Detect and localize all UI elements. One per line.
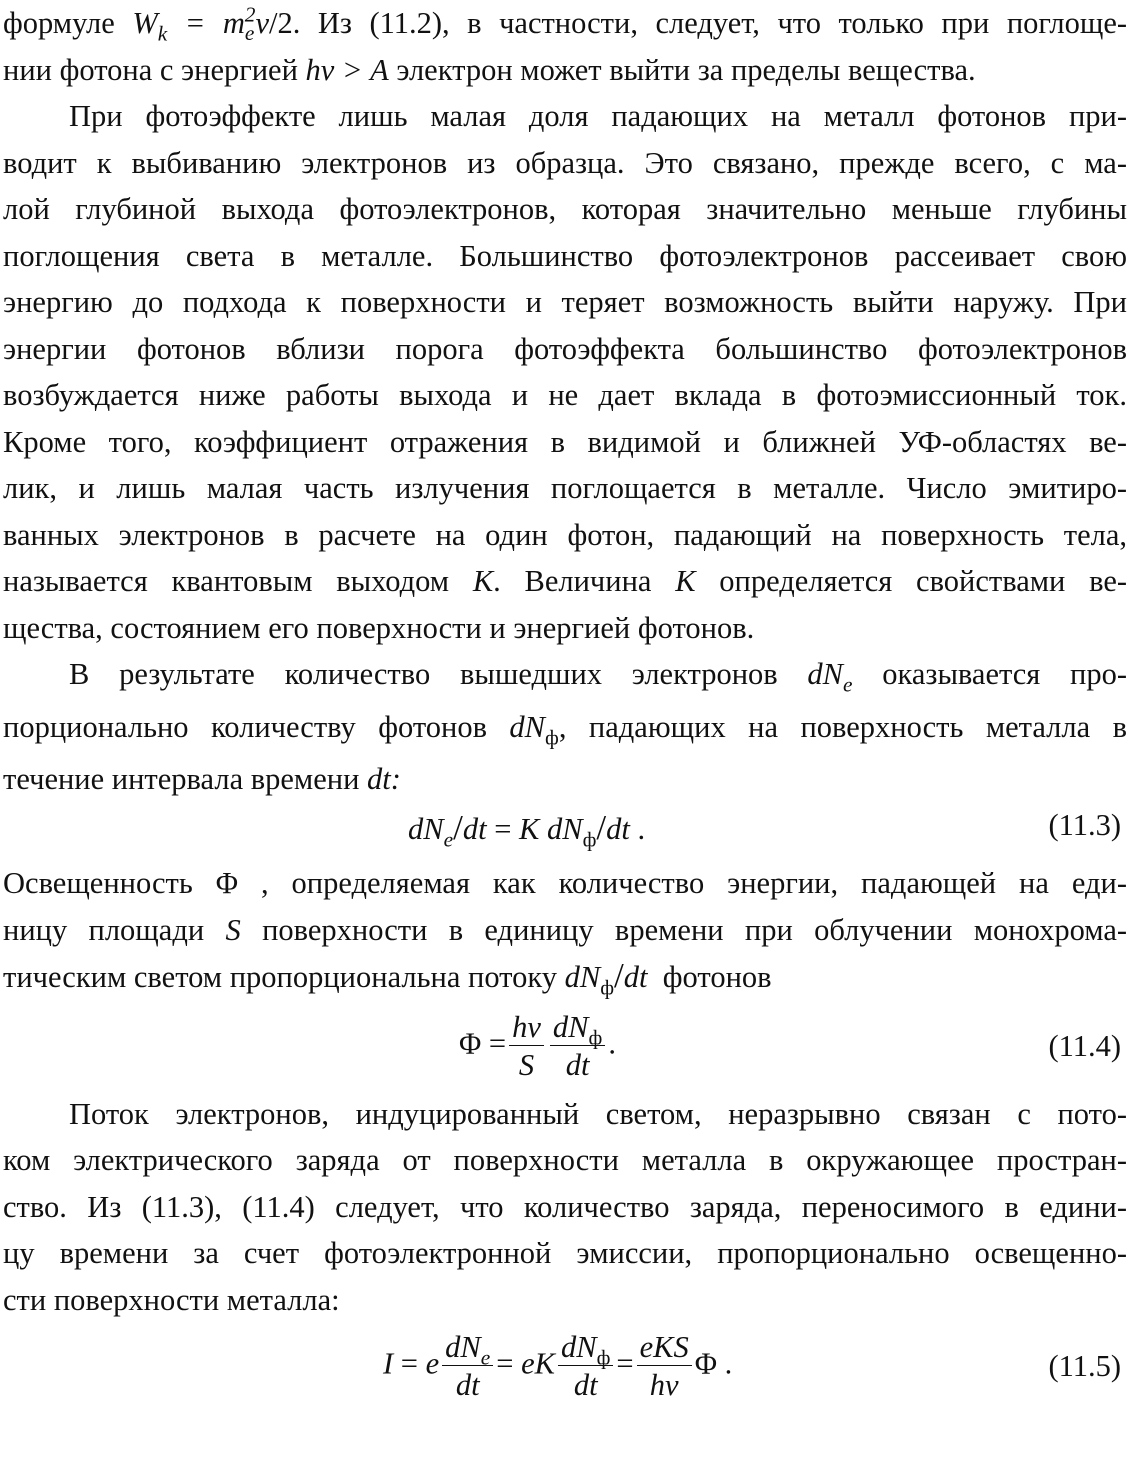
equation-11-3 <box>3 802 1127 860</box>
inline-formula-photon-flux: $dN_ф/dt$ <box>564 956 648 1000</box>
equation-11-4 <box>3 1007 1127 1091</box>
text-run: , падающих на поверхность металла в <box>558 709 1127 744</box>
text-run: течение интервала времени <box>3 761 360 796</box>
text-run: . Из (11.2), в частности, следует, что только при поглоще- <box>292 6 1128 40</box>
text-run: В результате количество вышедших электронов <box>69 657 778 691</box>
text-line <box>3 756 1127 803</box>
text-line: При фотоэффекте лишь малая доля падающих на металл фотонов при- <box>69 99 1127 133</box>
text-line: Освещенность Φ , определяемая как количество энергии, падающей на еди- <box>3 866 1127 900</box>
text-run: определяется свойствами ве- <box>719 564 1128 598</box>
text-run: порционально количеству фотонов <box>3 709 487 744</box>
text-line: водит к выбиванию электронов из образца. Это связано, прежде всего, с ма- <box>3 145 1127 180</box>
text-run: . Величина <box>493 564 652 598</box>
text-line: лик, и лишь малая часть излучения поглощается в металле. Число эмитиро- <box>3 471 1127 505</box>
text-run: фотонов <box>662 960 772 994</box>
equation-number: (11.5) <box>1048 1349 1121 1383</box>
symbol-K: K <box>675 564 696 598</box>
text-line: поглощения света в металле. Большинство фотоэлектронов рассеивает свою <box>3 238 1127 273</box>
equation-body: Φ = $\frac{h\nu}{S}$ $\frac{dN_ф}{dt}$ . <box>459 1009 616 1082</box>
inline-formula-kinetic-energy: $W_k = m_e^2v$ <box>132 2 269 46</box>
inline-formula-threshold: hν > A <box>305 52 389 87</box>
text-line: ванных электронов в расчете на один фотон, падающий на поверхность тела, <box>3 517 1127 552</box>
equation-body: $dN_e/dt = K$ $dN_ф/dt$ . <box>408 808 646 852</box>
text-line <box>3 558 1127 605</box>
text-line: Поток электронов, индуцированный светом, неразрывно связан с пото- <box>69 1096 1127 1131</box>
symbol-K: K <box>472 564 494 598</box>
text-line: энергии фотонов вблизи порога фотоэффекта большинство фотоэлектронов <box>3 331 1127 366</box>
text-line <box>3 907 1127 954</box>
text-line: возбуждается ниже работы выхода и не дает вклада в фотоэмиссионный ток. <box>3 378 1127 412</box>
text-run: нии фотона с энергией <box>3 52 298 87</box>
paragraph-illuminance <box>3 860 1127 1001</box>
text-run: оказывается про- <box>882 657 1127 691</box>
text-line: цу времени за счет фотоэлектронной эмиссии, пропорционально освещенно- <box>3 1236 1127 1270</box>
text-line <box>3 698 1127 756</box>
text-run: тическим светом пропорциональна потоку <box>3 960 557 994</box>
paragraph-quantum-yield <box>3 93 1127 651</box>
equation-number: (11.4) <box>1048 1028 1121 1063</box>
symbol-dt: dt: <box>367 761 401 796</box>
text-line: Кроме того, коэффициент отражения в видимой и ближней УФ-областях ве- <box>3 424 1127 459</box>
paragraph-photon-count <box>3 651 1127 802</box>
text-run: поверхности в единицу времени при облучении монохрома- <box>262 912 1128 947</box>
text-line: ство. Из (11.3), (11.4) следует, что количество заряда, переносимого в едини- <box>3 1189 1127 1224</box>
inline-formula-rest: /2 <box>268 6 293 40</box>
text-line <box>3 0 1127 47</box>
text-run: электрон может выйти за пределы вещества. <box>396 52 976 87</box>
symbol-S: S <box>225 912 241 947</box>
text-line: лой глубиной выхода фотоэлектронов, которая значительно меньше глубины <box>3 192 1127 226</box>
paragraph-continuation <box>3 0 1127 93</box>
text-line: ком электрического заряда от поверхности металла в окружающее простран- <box>3 1143 1127 1177</box>
inline-formula-dNf: $dN_ф$ <box>509 709 559 749</box>
text-run: ницу площади <box>3 912 205 947</box>
text-line: сти поверхности металла: <box>3 1282 340 1317</box>
paragraph-charge-flux <box>3 1091 1127 1324</box>
text-line: энергию до подхода к поверхности и теряет возможность выйти наружу. При <box>3 285 1127 319</box>
equation-body: I = e $\frac{dN_e}{dt}$ = eK $\frac{dN_ф}{dt}$ = $\frac{\text{eKS}}{h\nu}$ Φ . <box>383 1330 733 1402</box>
text-line <box>3 47 1127 94</box>
equation-11-5 <box>3 1327 1127 1411</box>
text-run: называется квантовым выходом <box>3 564 450 598</box>
inline-formula-dNe: $dN_e$ <box>807 657 853 697</box>
equation-number: (11.3) <box>1048 808 1121 842</box>
text-line: щества, состоянием его поверхности и энергией фотонов. <box>3 610 755 645</box>
text-line <box>3 651 1127 698</box>
text-line <box>3 953 1127 1001</box>
text-run: формуле <box>3 6 115 40</box>
